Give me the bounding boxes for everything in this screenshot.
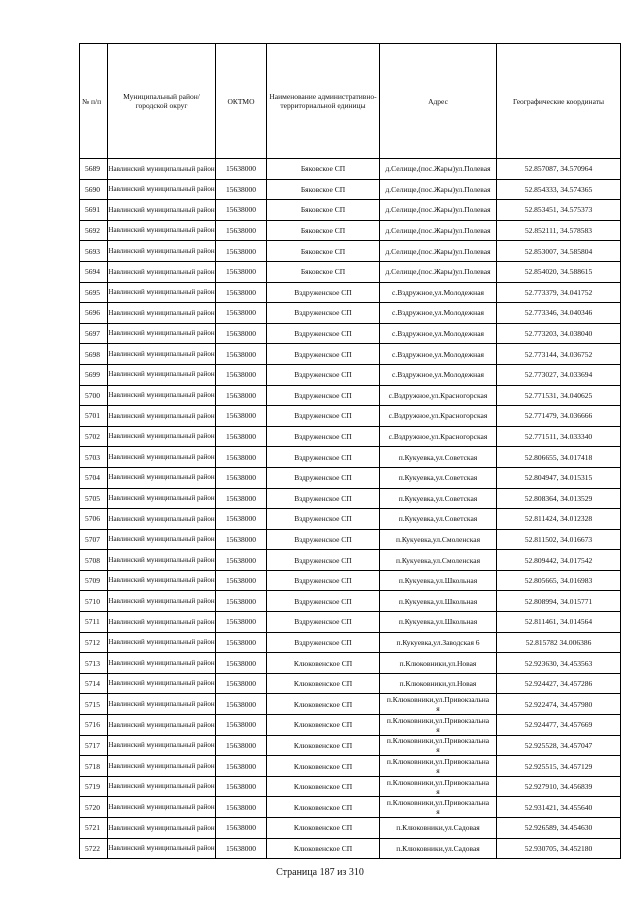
row-address-line: с.Вздружное,ул.Молодежная — [392, 308, 484, 318]
row-number: 5715 — [80, 694, 108, 715]
row-number: 5705 — [80, 488, 108, 509]
row-address — [380, 756, 497, 777]
row-address — [380, 282, 497, 303]
row-admin-unit: Вздруженское СП — [267, 426, 380, 447]
table-row — [80, 529, 621, 550]
row-oktmo: 15638000 — [216, 509, 267, 530]
row-coordinates: 52.771479, 34.036666 — [497, 406, 621, 427]
row-address — [380, 344, 497, 365]
row-address-line: п.Кукуевка,ул.Советская — [398, 493, 478, 503]
row-district: Навлинский муниципальный район — [108, 612, 216, 633]
row-admin-unit: Вздруженское СП — [267, 364, 380, 385]
row-district: Навлинский муниципальный район — [108, 735, 216, 756]
row-address-line: д.Селище,(пос.Жары)ул.Полевая — [385, 184, 491, 194]
header-admin-unit: Наименование административно-территориальной единицы — [267, 44, 380, 159]
table-row — [80, 673, 621, 694]
row-number: 5689 — [80, 159, 108, 180]
row-coordinates: 52.771511, 34.033340 — [497, 426, 621, 447]
row-address-line: с.Вздружное,ул.Молодежная — [392, 287, 484, 297]
row-address-line: п.Клюковники,ул.Садовая — [396, 843, 480, 853]
row-coordinates: 52.853007, 34.585804 — [497, 241, 621, 262]
table-row — [80, 467, 621, 488]
row-number: 5691 — [80, 200, 108, 221]
row-district: Навлинский муниципальный район — [108, 467, 216, 488]
row-number: 5696 — [80, 303, 108, 324]
row-oktmo: 15638000 — [216, 776, 267, 797]
row-coordinates: 52.924477, 34.457669 — [497, 715, 621, 736]
row-district: Навлинский муниципальный район — [108, 200, 216, 221]
row-number: 5706 — [80, 509, 108, 530]
row-coordinates: 52.773027, 34.033694 — [497, 364, 621, 385]
row-coordinates: 52.773379, 34.041752 — [497, 282, 621, 303]
row-coordinates: 52.927910, 34.456839 — [497, 776, 621, 797]
row-district: Навлинский муниципальный район — [108, 261, 216, 282]
row-coordinates: 52.811461, 34.014564 — [497, 612, 621, 633]
row-oktmo: 15638000 — [216, 344, 267, 365]
row-district: Навлинский муниципальный район — [108, 385, 216, 406]
row-admin-unit: Бяковское СП — [267, 179, 380, 200]
row-address-line: д.Селище,(пос.Жары)ул.Полевая — [385, 226, 491, 236]
row-coordinates: 52.925528, 34.457047 — [497, 735, 621, 756]
row-district: Навлинский муниципальный район — [108, 241, 216, 262]
row-admin-unit: Клюковенское СП — [267, 756, 380, 777]
row-coordinates: 52.857087, 34.570964 — [497, 159, 621, 180]
row-address-line: п.Клюковники,ул.Новая — [399, 679, 477, 689]
row-district: Навлинский муниципальный район — [108, 529, 216, 550]
row-number: 5710 — [80, 591, 108, 612]
row-address-line: п.Клюковники,ул.Привокзальна — [386, 715, 490, 725]
row-oktmo: 15638000 — [216, 364, 267, 385]
row-number: 5700 — [80, 385, 108, 406]
table-header-row — [80, 44, 621, 159]
row-oktmo: 15638000 — [216, 261, 267, 282]
row-oktmo: 15638000 — [216, 818, 267, 839]
row-district: Навлинский муниципальный район — [108, 447, 216, 468]
table-row — [80, 426, 621, 447]
row-address — [380, 776, 497, 797]
row-address — [380, 838, 497, 859]
table-row — [80, 344, 621, 365]
table-row — [80, 797, 621, 818]
row-address-line: п.Кукуевка,ул.Смоленская — [395, 534, 481, 544]
row-admin-unit: Клюковенское СП — [267, 673, 380, 694]
row-admin-unit: Вздруженское СП — [267, 385, 380, 406]
row-coordinates: 52.773346, 34.040346 — [497, 303, 621, 324]
row-admin-unit: Вздруженское СП — [267, 282, 380, 303]
row-number: 5718 — [80, 756, 108, 777]
row-oktmo: 15638000 — [216, 612, 267, 633]
header-number: № п/п — [80, 44, 108, 159]
row-address-line: п.Клюковники,ул.Садовая — [396, 823, 480, 833]
row-number: 5707 — [80, 529, 108, 550]
row-oktmo: 15638000 — [216, 200, 267, 221]
row-admin-unit: Вздруженское СП — [267, 488, 380, 509]
row-oktmo: 15638000 — [216, 735, 267, 756]
row-address-line: п.Кукуевка,ул.Советская — [398, 514, 478, 524]
row-district: Навлинский муниципальный район — [108, 756, 216, 777]
row-district: Навлинский муниципальный район — [108, 406, 216, 427]
row-address-line: п.Клюковники,ул.Новая — [399, 658, 477, 668]
row-admin-unit: Вздруженское СП — [267, 550, 380, 571]
row-address — [380, 323, 497, 344]
row-oktmo: 15638000 — [216, 241, 267, 262]
row-oktmo: 15638000 — [216, 797, 267, 818]
row-address — [380, 179, 497, 200]
row-address-line: с.Вздружное,ул.Молодежная — [392, 370, 484, 380]
row-number: 5702 — [80, 426, 108, 447]
row-address-line: п.Клюковники,ул.Привокзальна — [386, 757, 490, 767]
row-admin-unit: Бяковское СП — [267, 241, 380, 262]
table-row — [80, 282, 621, 303]
row-coordinates: 52.811502, 34.016673 — [497, 529, 621, 550]
row-admin-unit: Вздруженское СП — [267, 323, 380, 344]
row-address — [380, 735, 497, 756]
row-oktmo: 15638000 — [216, 406, 267, 427]
row-oktmo: 15638000 — [216, 488, 267, 509]
row-admin-unit: Клюковенское СП — [267, 715, 380, 736]
row-coordinates: 52.854333, 34.574365 — [497, 179, 621, 200]
row-district: Навлинский муниципальный район — [108, 426, 216, 447]
row-address — [380, 488, 497, 509]
row-address-line: п.Клюковники,ул.Привокзальна — [386, 695, 490, 705]
row-address — [380, 632, 497, 653]
table-row — [80, 200, 621, 221]
row-coordinates: 52.931421, 34.455640 — [497, 797, 621, 818]
row-district: Навлинский муниципальный район — [108, 220, 216, 241]
row-coordinates: 52.806655, 34.017418 — [497, 447, 621, 468]
row-coordinates: 52.771531, 34.040625 — [497, 385, 621, 406]
row-district: Навлинский муниципальный район — [108, 653, 216, 674]
row-district: Навлинский муниципальный район — [108, 303, 216, 324]
table-row — [80, 591, 621, 612]
row-number: 5714 — [80, 673, 108, 694]
table-body — [80, 159, 621, 859]
row-oktmo: 15638000 — [216, 673, 267, 694]
table-row — [80, 756, 621, 777]
row-address-line: п.Кукуевка,ул.Заводская 6 — [396, 637, 480, 647]
row-number: 5716 — [80, 715, 108, 736]
table-row — [80, 509, 621, 530]
table-row — [80, 694, 621, 715]
row-address-line: п.Кукуевка,ул.Советская — [398, 473, 478, 483]
row-oktmo: 15638000 — [216, 159, 267, 180]
row-admin-unit: Вздруженское СП — [267, 447, 380, 468]
table-row — [80, 261, 621, 282]
row-address — [380, 715, 497, 736]
row-district: Навлинский муниципальный район — [108, 632, 216, 653]
row-number: 5713 — [80, 653, 108, 674]
table-row — [80, 179, 621, 200]
table-row — [80, 612, 621, 633]
row-admin-unit: Клюковенское СП — [267, 653, 380, 674]
table-row — [80, 776, 621, 797]
row-district: Навлинский муниципальный район — [108, 282, 216, 303]
row-oktmo: 15638000 — [216, 529, 267, 550]
row-address-continuation: я — [436, 766, 440, 776]
row-oktmo: 15638000 — [216, 694, 267, 715]
row-admin-unit: Клюковенское СП — [267, 818, 380, 839]
row-number: 5719 — [80, 776, 108, 797]
row-coordinates: 52.852111, 34.578583 — [497, 220, 621, 241]
row-address — [380, 406, 497, 427]
row-coordinates: 52.925515, 34.457129 — [497, 756, 621, 777]
row-address — [380, 673, 497, 694]
row-district: Навлинский муниципальный район — [108, 364, 216, 385]
row-district: Навлинский муниципальный район — [108, 509, 216, 530]
row-address — [380, 467, 497, 488]
row-admin-unit: Вздруженское СП — [267, 509, 380, 530]
row-address-line: п.Кукуевка,ул.Школьная — [398, 617, 478, 627]
row-address-line: с.Вздружное,ул.Молодежная — [392, 349, 484, 359]
row-coordinates: 52.811424, 34.012328 — [497, 509, 621, 530]
row-address — [380, 447, 497, 468]
table-row — [80, 406, 621, 427]
table-row — [80, 570, 621, 591]
row-oktmo: 15638000 — [216, 632, 267, 653]
row-address — [380, 159, 497, 180]
row-admin-unit: Клюковенское СП — [267, 797, 380, 818]
row-admin-unit: Вздруженское СП — [267, 303, 380, 324]
row-admin-unit: Вздруженское СП — [267, 467, 380, 488]
row-address-continuation: я — [436, 724, 440, 734]
row-address-line: д.Селище,(пос.Жары)ул.Полевая — [385, 246, 491, 256]
row-number: 5704 — [80, 467, 108, 488]
row-admin-unit: Бяковское СП — [267, 220, 380, 241]
row-number: 5701 — [80, 406, 108, 427]
row-coordinates: 52.805665, 34.016983 — [497, 570, 621, 591]
row-address-line: п.Клюковники,ул.Привокзальна — [386, 798, 490, 808]
table-row — [80, 632, 621, 653]
row-address-line: п.Кукуевка,ул.Школьная — [398, 576, 478, 586]
row-number: 5694 — [80, 261, 108, 282]
row-district: Навлинский муниципальный район — [108, 818, 216, 839]
row-admin-unit: Клюковенское СП — [267, 838, 380, 859]
row-address — [380, 797, 497, 818]
row-number: 5717 — [80, 735, 108, 756]
row-coordinates: 52.804947, 34.015315 — [497, 467, 621, 488]
row-number: 5698 — [80, 344, 108, 365]
row-number: 5712 — [80, 632, 108, 653]
row-admin-unit: Клюковенское СП — [267, 735, 380, 756]
row-address — [380, 385, 497, 406]
row-admin-unit: Вздруженское СП — [267, 529, 380, 550]
table-row — [80, 323, 621, 344]
row-number: 5695 — [80, 282, 108, 303]
header-address: Адрес — [380, 44, 497, 159]
row-address — [380, 200, 497, 221]
row-address-line: д.Селище,(пос.Жары)ул.Полевая — [385, 267, 491, 277]
table-row — [80, 838, 621, 859]
row-admin-unit: Вздруженское СП — [267, 612, 380, 633]
row-oktmo: 15638000 — [216, 385, 267, 406]
row-address-line: с.Вздружное,ул.Молодежная — [392, 329, 484, 339]
table-row — [80, 220, 621, 241]
row-number: 5711 — [80, 612, 108, 633]
row-district: Навлинский муниципальный район — [108, 570, 216, 591]
row-district: Навлинский муниципальный район — [108, 550, 216, 571]
row-address-line: с.Вздружное,ул.Красногорская — [388, 432, 488, 442]
row-number: 5708 — [80, 550, 108, 571]
table-row — [80, 488, 621, 509]
row-district: Навлинский муниципальный район — [108, 323, 216, 344]
row-number: 5690 — [80, 179, 108, 200]
row-oktmo: 15638000 — [216, 179, 267, 200]
table-row — [80, 818, 621, 839]
row-oktmo: 15638000 — [216, 220, 267, 241]
row-address — [380, 694, 497, 715]
row-district: Навлинский муниципальный район — [108, 797, 216, 818]
row-admin-unit: Вздруженское СП — [267, 344, 380, 365]
row-oktmo: 15638000 — [216, 653, 267, 674]
row-number: 5699 — [80, 364, 108, 385]
row-oktmo: 15638000 — [216, 591, 267, 612]
row-number: 5721 — [80, 818, 108, 839]
row-coordinates: 52.773203, 34.038040 — [497, 323, 621, 344]
row-number: 5722 — [80, 838, 108, 859]
row-address — [380, 303, 497, 324]
row-admin-unit: Клюковенское СП — [267, 776, 380, 797]
row-admin-unit: Бяковское СП — [267, 200, 380, 221]
row-admin-unit: Вздруженское СП — [267, 632, 380, 653]
table-row — [80, 653, 621, 674]
row-address — [380, 241, 497, 262]
row-address-line: п.Клюковники,ул.Привокзальна — [386, 777, 490, 787]
row-address — [380, 364, 497, 385]
row-address — [380, 591, 497, 612]
row-coordinates: 52.926589, 34.454630 — [497, 818, 621, 839]
row-coordinates: 52.922474, 34.457980 — [497, 694, 621, 715]
row-coordinates: 52.815782 34.006386 — [497, 632, 621, 653]
page-footer: Страница 187 из 310 — [276, 867, 364, 878]
table-row — [80, 735, 621, 756]
row-coordinates: 52.773144, 34.036752 — [497, 344, 621, 365]
row-coordinates: 52.808364, 34.013529 — [497, 488, 621, 509]
registry-table — [79, 43, 621, 859]
row-address — [380, 220, 497, 241]
row-oktmo: 15638000 — [216, 550, 267, 571]
row-number: 5693 — [80, 241, 108, 262]
row-oktmo: 15638000 — [216, 467, 267, 488]
row-number: 5709 — [80, 570, 108, 591]
row-district: Навлинский муниципальный район — [108, 179, 216, 200]
row-address-line: д.Селище,(пос.Жары)ул.Полевая — [385, 164, 491, 174]
table-row — [80, 303, 621, 324]
table-row — [80, 447, 621, 468]
row-address-line: п.Кукуевка,ул.Смоленская — [395, 555, 481, 565]
row-address — [380, 261, 497, 282]
header-oktmo: ОКТМО — [216, 44, 267, 159]
header-coordinates: Географические координаты — [497, 44, 621, 159]
row-address — [380, 653, 497, 674]
row-address-continuation: я — [436, 704, 440, 714]
row-admin-unit: Бяковское СП — [267, 261, 380, 282]
table-row — [80, 385, 621, 406]
row-oktmo: 15638000 — [216, 282, 267, 303]
row-address-line: с.Вздружное,ул.Красногорская — [388, 390, 488, 400]
row-coordinates: 52.853451, 34.575373 — [497, 200, 621, 221]
row-address-line: с.Вздружное,ул.Красногорская — [388, 411, 488, 421]
row-oktmo: 15638000 — [216, 323, 267, 344]
header-district: Муниципальный район/городской округ — [108, 44, 216, 159]
row-coordinates: 52.923630, 34.453563 — [497, 653, 621, 674]
row-district: Навлинский муниципальный район — [108, 344, 216, 365]
row-address-line: д.Селище,(пос.Жары)ул.Полевая — [385, 205, 491, 215]
row-number: 5697 — [80, 323, 108, 344]
row-admin-unit: Клюковенское СП — [267, 694, 380, 715]
row-admin-unit: Вздруженское СП — [267, 406, 380, 427]
row-address — [380, 529, 497, 550]
row-oktmo: 15638000 — [216, 447, 267, 468]
row-oktmo: 15638000 — [216, 838, 267, 859]
row-address — [380, 818, 497, 839]
row-district: Навлинский муниципальный район — [108, 715, 216, 736]
row-number: 5703 — [80, 447, 108, 468]
row-district: Навлинский муниципальный район — [108, 488, 216, 509]
row-oktmo: 15638000 — [216, 426, 267, 447]
row-coordinates: 52.808994, 34.015771 — [497, 591, 621, 612]
row-oktmo: 15638000 — [216, 303, 267, 324]
row-address — [380, 612, 497, 633]
row-district: Навлинский муниципальный район — [108, 694, 216, 715]
table-row — [80, 715, 621, 736]
row-oktmo: 15638000 — [216, 756, 267, 777]
row-address — [380, 426, 497, 447]
row-district: Навлинский муниципальный район — [108, 673, 216, 694]
table-row — [80, 550, 621, 571]
row-coordinates: 52.924427, 34.457286 — [497, 673, 621, 694]
row-address — [380, 509, 497, 530]
row-admin-unit: Вздруженское СП — [267, 591, 380, 612]
row-coordinates: 52.854020, 34.588615 — [497, 261, 621, 282]
row-address-continuation: я — [436, 786, 440, 796]
row-address-line: п.Клюковники,ул.Привокзальна — [386, 736, 490, 746]
row-district: Навлинский муниципальный район — [108, 591, 216, 612]
row-number: 5720 — [80, 797, 108, 818]
row-coordinates: 52.930705, 34.452180 — [497, 838, 621, 859]
table-row — [80, 159, 621, 180]
row-district: Навлинский муниципальный район — [108, 159, 216, 180]
row-address-line: п.Кукуевка,ул.Советская — [398, 452, 478, 462]
row-admin-unit: Вздруженское СП — [267, 570, 380, 591]
row-oktmo: 15638000 — [216, 715, 267, 736]
row-admin-unit: Бяковское СП — [267, 159, 380, 180]
row-address-continuation: я — [436, 745, 440, 755]
table-row — [80, 241, 621, 262]
row-address-continuation: я — [436, 807, 440, 817]
row-district: Навлинский муниципальный район — [108, 776, 216, 797]
row-coordinates: 52.809442, 34.017542 — [497, 550, 621, 571]
row-district: Навлинский муниципальный район — [108, 838, 216, 859]
row-address-line: п.Кукуевка,ул.Школьная — [398, 596, 478, 606]
row-address — [380, 570, 497, 591]
table-row — [80, 364, 621, 385]
row-address — [380, 550, 497, 571]
row-oktmo: 15638000 — [216, 570, 267, 591]
row-number: 5692 — [80, 220, 108, 241]
